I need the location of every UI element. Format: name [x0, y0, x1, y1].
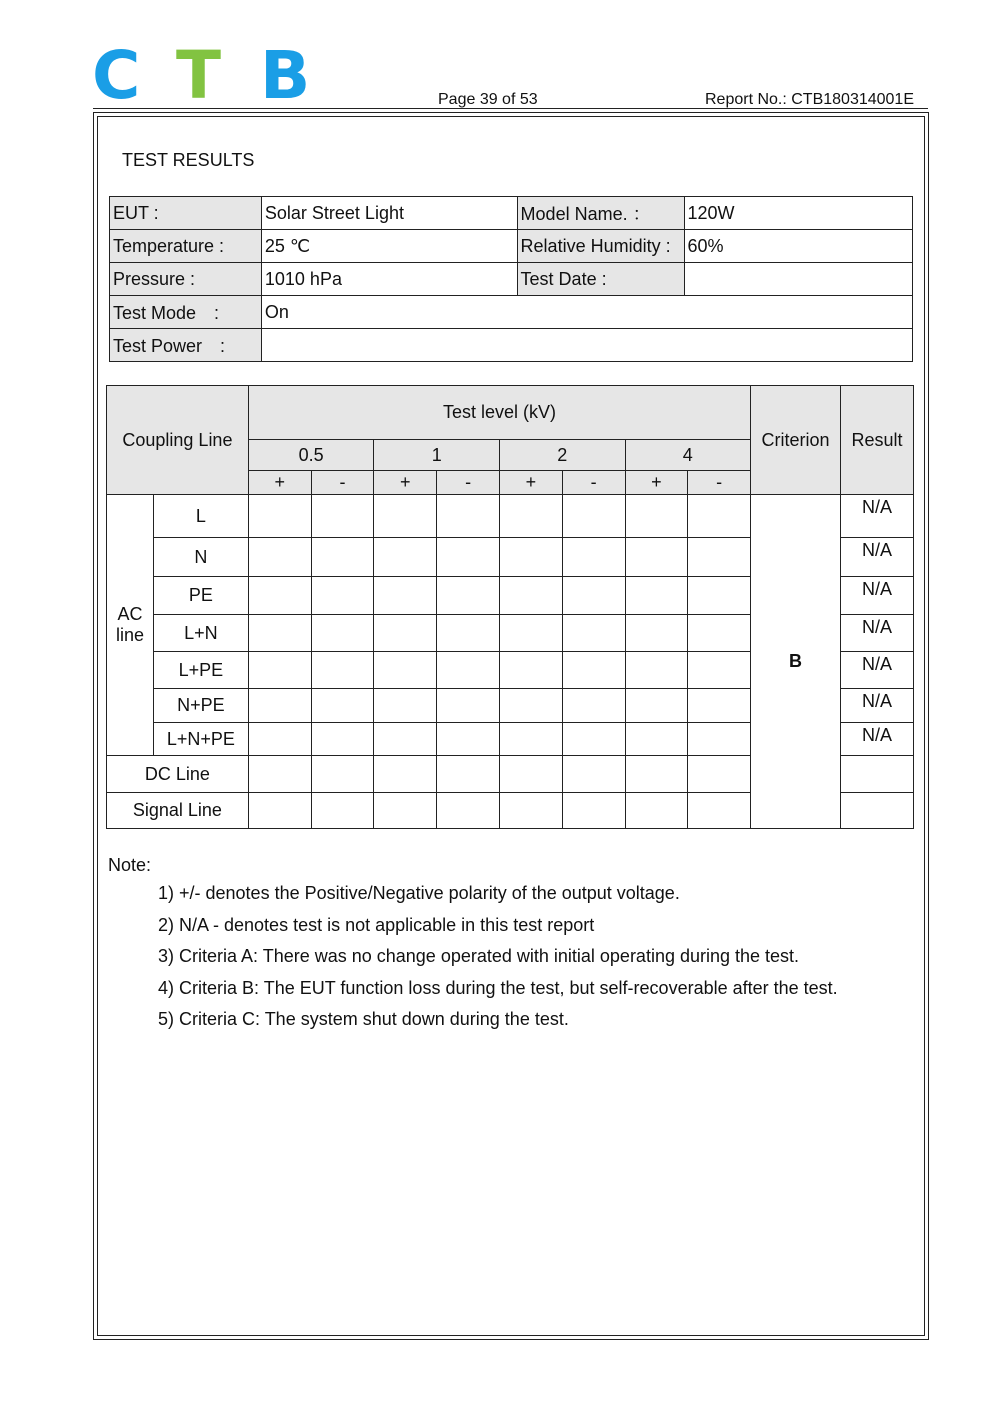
- level-header: 2: [499, 440, 625, 471]
- level-cell: [625, 652, 688, 689]
- coupling-line-name: N: [153, 538, 248, 577]
- info-row-mode: [110, 296, 913, 329]
- level-cell: [499, 615, 562, 652]
- ac-line-label: AC line: [107, 495, 154, 756]
- svg-text:T: T: [176, 40, 222, 106]
- report-number: Report No.: CTB180314001E: [704, 91, 914, 108]
- pressure-label: Pressure :: [110, 263, 262, 296]
- level-cell: [625, 723, 688, 756]
- level-cell: [688, 756, 751, 793]
- level-cell: [248, 538, 311, 577]
- level-cell: [562, 723, 625, 756]
- result-value: N/A: [840, 577, 913, 615]
- level-cell: [311, 495, 374, 538]
- results-header-row-1: [107, 386, 914, 440]
- level-cell: [248, 723, 311, 756]
- polarity-negative: -: [562, 471, 625, 495]
- level-cell: [437, 689, 500, 723]
- level-cell: [311, 577, 374, 615]
- result-header: Result: [840, 386, 913, 495]
- level-cell: [437, 723, 500, 756]
- level-cell: [688, 652, 751, 689]
- test-mode-label: Test Mode :: [110, 296, 262, 329]
- model-label: Model Name. ：: [517, 197, 684, 230]
- level-cell: [248, 756, 311, 793]
- info-row-power: [110, 329, 913, 362]
- note-item: 4) Criteria B: The EUT function loss during the test, but self-recoverable after the test.: [158, 977, 838, 998]
- info-row-pressure: [110, 263, 913, 296]
- level-cell: [311, 652, 374, 689]
- level-cell: [437, 538, 500, 577]
- level-header: 0.5: [248, 440, 374, 471]
- level-cell: [374, 793, 437, 829]
- coupling-line-name: PE: [153, 577, 248, 615]
- test-mode-value: On: [261, 296, 912, 329]
- coupling-line-name: N+PE: [153, 689, 248, 723]
- coupling-line-name: L+N+PE: [153, 723, 248, 756]
- test-info-table: [109, 196, 913, 362]
- polarity-positive: +: [248, 471, 311, 495]
- level-cell: [437, 615, 500, 652]
- temperature-label: Temperature :: [110, 230, 262, 263]
- result-value: N/A: [840, 689, 913, 723]
- level-cell: [562, 756, 625, 793]
- coupling-line-name: L+PE: [153, 652, 248, 689]
- level-cell: [562, 689, 625, 723]
- level-cell: [437, 756, 500, 793]
- level-cell: [248, 495, 311, 538]
- level-cell: [311, 756, 374, 793]
- note-item: 1) +/- denotes the Positive/Negative polarity of the output voltage.: [158, 883, 680, 903]
- note-item: 5) Criteria C: The system shut down during the test.: [158, 1009, 569, 1029]
- level-cell: [248, 652, 311, 689]
- criterion-header: Criterion: [751, 386, 841, 495]
- polarity-positive: +: [499, 471, 562, 495]
- polarity-negative: -: [311, 471, 374, 495]
- result-value: N/A: [840, 615, 913, 652]
- polarity-positive: +: [374, 471, 437, 495]
- level-cell: [499, 723, 562, 756]
- level-cell: [562, 615, 625, 652]
- level-cell: [374, 756, 437, 793]
- level-header: 4: [625, 440, 751, 471]
- level-cell: [625, 793, 688, 829]
- level-cell: [499, 652, 562, 689]
- level-cell: [374, 652, 437, 689]
- level-cell: [625, 615, 688, 652]
- level-cell: [688, 495, 751, 538]
- level-cell: [248, 615, 311, 652]
- level-cell: [562, 652, 625, 689]
- test-date-label: Test Date :: [517, 263, 684, 296]
- level-cell: [437, 495, 500, 538]
- page-number: Page 39 of 53: [438, 91, 538, 108]
- info-row-temperature: [110, 230, 913, 263]
- level-cell: [311, 689, 374, 723]
- level-cell: [311, 793, 374, 829]
- level-cell: [374, 615, 437, 652]
- temperature-value: 25 ℃: [261, 230, 517, 263]
- level-cell: [311, 723, 374, 756]
- level-cell: [499, 689, 562, 723]
- polarity-positive: +: [625, 471, 688, 495]
- level-cell: [248, 577, 311, 615]
- result-value: N/A: [840, 652, 913, 689]
- section-title: TEST RESULTS: [122, 150, 255, 170]
- level-cell: [374, 577, 437, 615]
- coupling-line-name: L: [153, 495, 248, 538]
- level-cell: [437, 652, 500, 689]
- level-cell: [688, 615, 751, 652]
- level-cell: [311, 615, 374, 652]
- table-row: [107, 495, 914, 538]
- signal-line-label: Signal Line: [107, 793, 249, 829]
- level-cell: [499, 538, 562, 577]
- level-cell: [437, 577, 500, 615]
- level-cell: [562, 577, 625, 615]
- result-value: N/A: [840, 495, 913, 538]
- result-value: N/A: [840, 538, 913, 577]
- model-value: 120W: [684, 197, 912, 230]
- info-row-eut: [110, 197, 913, 230]
- level-cell: [248, 793, 311, 829]
- note-item: 2) N/A - denotes test is not applicable in this test report: [158, 914, 595, 935]
- header-divider: [93, 108, 928, 109]
- level-cell: [374, 495, 437, 538]
- ctb-logo-graphic: [90, 40, 340, 106]
- notes-section: [108, 855, 838, 1036]
- notes-list: [108, 878, 838, 1036]
- level-cell: [625, 756, 688, 793]
- svg-text:B: B: [260, 40, 311, 106]
- level-cell: [625, 495, 688, 538]
- level-cell: [562, 793, 625, 829]
- level-cell: [625, 577, 688, 615]
- level-header: 1: [374, 440, 500, 471]
- polarity-negative: -: [688, 471, 751, 495]
- level-cell: [374, 538, 437, 577]
- eut-value: Solar Street Light: [261, 197, 517, 230]
- level-cell: [499, 793, 562, 829]
- test-power-label: Test Power :: [110, 329, 262, 362]
- level-cell: [311, 538, 374, 577]
- level-cell: [688, 723, 751, 756]
- notes-label: Note:: [108, 855, 152, 875]
- result-value: [840, 756, 913, 793]
- humidity-label: Relative Humidity :: [517, 230, 684, 263]
- level-cell: [374, 723, 437, 756]
- result-value: [840, 793, 913, 829]
- eut-label: EUT :: [110, 197, 262, 230]
- svg-text:C: C: [92, 40, 141, 106]
- coupling-line-name: L+N: [153, 615, 248, 652]
- result-value: N/A: [840, 723, 913, 756]
- polarity-negative: -: [437, 471, 500, 495]
- ctb-logo: [90, 40, 340, 106]
- level-cell: [562, 495, 625, 538]
- test-level-header: Test level (kV): [248, 386, 750, 440]
- level-cell: [625, 689, 688, 723]
- criterion-value: B: [751, 495, 841, 829]
- level-cell: [562, 538, 625, 577]
- level-cell: [688, 689, 751, 723]
- test-power-value: [261, 329, 912, 362]
- level-cell: [499, 756, 562, 793]
- results-table: [106, 385, 914, 829]
- level-cell: [499, 495, 562, 538]
- level-cell: [688, 577, 751, 615]
- level-cell: [688, 538, 751, 577]
- dc-line-label: DC Line: [107, 756, 249, 793]
- humidity-value: 60%: [684, 230, 912, 263]
- coupling-line-header: Coupling Line: [107, 386, 249, 495]
- test-date-value: [684, 263, 912, 296]
- level-cell: [248, 689, 311, 723]
- level-cell: [625, 538, 688, 577]
- level-cell: [688, 793, 751, 829]
- level-cell: [437, 793, 500, 829]
- pressure-value: 1010 hPa: [261, 263, 517, 296]
- level-cell: [499, 577, 562, 615]
- level-cell: [374, 689, 437, 723]
- note-item: 3) Criteria A: There was no change operated with initial operating during the test.: [158, 946, 800, 966]
